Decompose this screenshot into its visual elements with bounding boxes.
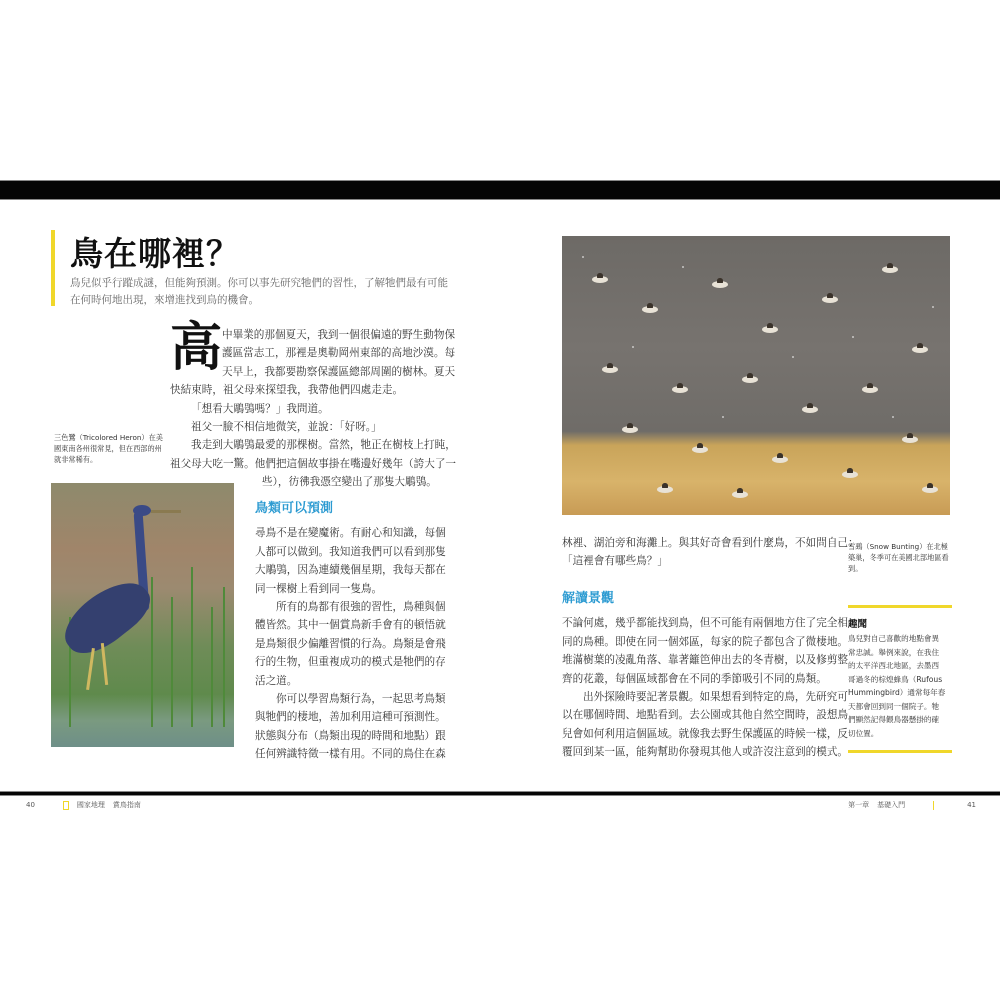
bird [602,366,618,373]
bird [692,446,708,453]
story-line: 祖父母大吃一驚。他們把這個故事掛在嘴邊好幾年（誇大了一 [170,457,457,470]
bird [862,386,878,393]
bottom-black-rule [0,791,1000,796]
snowflake [722,416,724,418]
body-line: 狀態與分布（鳥類出現的時間和地點）跟 [255,729,446,742]
bird [842,471,858,478]
yellow-divider-icon [933,801,939,810]
snowflake [932,306,934,308]
bird [622,426,638,433]
bird [642,306,658,313]
snowflake [792,356,794,358]
bird [657,486,673,493]
body-line: 不論何處，幾乎都能找到鳥，但不可能有兩個地方住了完全相 [562,617,849,630]
fun-fact-sidebar [848,605,952,753]
sidebar-line: 天都會回到同一個院子。牠 [848,701,940,711]
body-line: 「這裡會有哪些鳥？」 [562,555,668,568]
chapter-title: 基礎入門 [877,801,906,809]
heron-caption: 三色鷺（Tricolored Heron）在美國東南各州很常見，但在西部的州就非常稀有。 [54,433,163,464]
bird [732,491,748,498]
grass-blade [171,597,173,727]
body-line: 堆滿樹葉的凌亂角落、靠著籬笆伸出去的冬青樹，以及修剪整 [562,654,849,667]
section-birds-predictable [255,500,445,764]
snowflake [892,416,894,418]
body-line: 是鳥類很少偏離習慣的行為。鳥類是會飛 [255,637,446,650]
body-line: 體皆然。其中一個賞鳥新手會有的頓悟就 [255,619,446,632]
bird [742,376,758,383]
story-line: 些），彷彿我憑空變出了那隻大鵰鴞。 [262,476,437,489]
heron-bill [151,510,181,513]
body-line: 同一棵樹上看到同一隻鳥。 [255,582,383,595]
body-line: 同的鳥種。即使在同一個郊區，每家的院子都包含了微棲地。 [562,635,849,648]
sidebar-line: 哥過冬的棕煌蜂鳥（Rufous [848,674,943,684]
sidebar-line: 鳥兒對自己喜歡的地點會異 [848,634,940,643]
body-line: 所有的鳥都有很強的習性，鳥種與個 [276,601,446,614]
snowflake [582,256,584,258]
sidebar-line: 切位置。 [848,728,879,738]
bird [882,266,898,273]
body-line: 與牠們的棲地，善加利用這種可預測性。 [255,711,446,724]
bird [912,346,928,353]
snowflake [852,336,854,338]
story-line: 祖父一臉不相信地微笑，並說：「好呀。」 [191,421,382,434]
grass-blade [151,577,153,727]
bird [802,406,818,413]
sidebar-line: 常忠誠。舉例來說，在我住 [848,647,940,657]
national-geographic-logo-icon [63,801,69,810]
bird [712,281,728,288]
body-line: 任何辨識特徵一樣有用。不同的鳥住在森 [255,748,446,761]
sidebar-line: 的太平洋西北地區，去墨西 [848,661,940,670]
section-heading: 鳥類可以預測 [255,501,334,516]
story-line: 「想看大鵰鴞嗎？」我問道。 [191,402,329,415]
heron-leg [101,643,108,685]
snowflake [682,266,684,268]
body-line: 尋鳥不是在變魔術。有耐心和知識，每個 [255,527,446,540]
series-name: 國家地理 [76,801,105,809]
intro-paragraph: 鳥兒似乎行蹤成謎，但能夠預測。你可以事先研究牠們的習性，了解牠們最有可能在何時何地出現，來增進找到鳥的機會。 [70,277,448,306]
story-line: 天早上，我都要勘察保護區總部周圍的樹林。夏天 [222,365,456,378]
bird [592,276,608,283]
bird [672,386,688,393]
section-heading: 解讀景觀 [562,591,615,606]
story-text [170,326,457,492]
tricolored-heron-photo [51,483,234,747]
title-accent-bar [51,230,55,306]
story-line: 快結束時，祖父母來探望我，我帶他們四處走走。 [170,384,404,397]
heron-leg [86,648,95,690]
body-line: 出外探險時要記著景觀。如果想看到特定的鳥，先研究可 [583,691,848,704]
snow-bunting-photo [562,236,950,515]
section-reading-landscape [562,590,849,762]
body-line: 行的生物，但重複成功的模式是牠們的存 [255,656,446,669]
page-number-left: 40 [26,801,35,809]
sidebar-line: 們顯然記得餵鳥器懸掛的確 [848,715,940,724]
page-title: 鳥在哪裡？ [70,234,240,273]
story-line: 我走到大鵰鴞最愛的那棵樹。當然，牠正在樹枝上打盹， [191,439,456,452]
continued-text [562,534,859,571]
story-line: 護區當志工，那裡是奧勒岡州東部的高地沙漠。每 [222,347,456,360]
body-line: 人都可以做到。我知道我們可以看到那隻 [255,545,446,558]
bird [762,326,778,333]
bird [902,436,918,443]
bird [922,486,938,493]
sidebar-top-rule [848,605,952,608]
top-black-band [0,180,1000,200]
grass-blade [211,607,213,727]
bird [822,296,838,303]
left-footer [26,800,141,810]
bird [772,456,788,463]
heron-head [133,505,151,516]
bunting-caption: 雪鵐（Snow Bunting）在北極築巢，冬季可在美國北部地區看到。 [848,542,949,573]
body-line: 你可以學習鳥類行為，一起思考鳥類 [276,693,446,706]
body-line: 大鵰鴞，因為連續幾個星期，我每天都在 [255,564,446,577]
sidebar-line: Hummingbird）通常每年春 [848,688,946,697]
book-name: 賞鳥指南 [112,801,141,809]
body-line: 活之道。 [255,674,298,687]
drop-cap: 高 [170,317,223,378]
body-line: 林裡、湖泊旁和海灘上。與其好奇會看到什麼鳥，不如問自己： [562,537,859,549]
grass-blade [223,587,225,727]
story-line: 中畢業的那個夏天，我到一個很偏遠的野生動物保 [222,329,456,341]
grass-blade [191,567,193,727]
body-line: 以在哪個時間、地點看到。去公園或其他自然空間時，設想鳥 [562,709,849,722]
chapter-label: 第一章 [848,801,870,809]
snowflake [632,346,634,348]
body-line: 齊的花叢，每個區域都會在不同的季節吸引不同的鳥類。 [562,672,827,685]
sidebar-bottom-rule [848,750,952,753]
body-line: 覆回到某一區，能夠幫助你發現其他人或許沒注意到的模式。 [562,746,849,759]
page-number-right: 41 [967,801,976,809]
body-line: 兒會如何利用這個區域。就像我去野生保護區的時候一樣，反 [562,727,849,740]
sidebar-body [848,632,952,740]
right-footer [848,800,976,810]
sidebar-title: 趣聞 [848,619,868,630]
